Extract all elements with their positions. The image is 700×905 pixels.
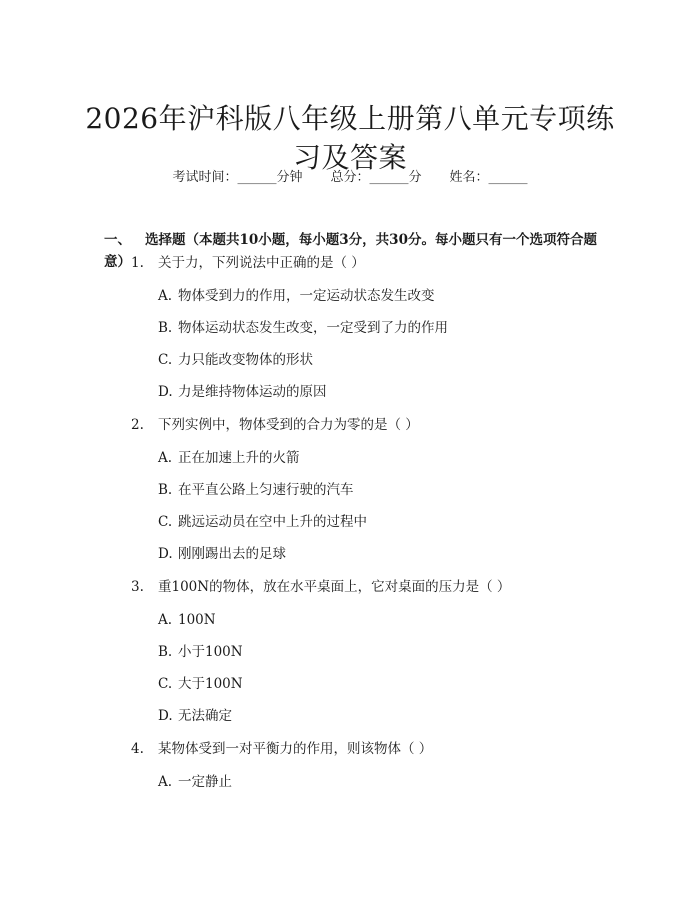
option-text: 跳远运动员在空中上升的过程中	[178, 514, 367, 530]
option-letter: D.	[158, 708, 173, 724]
question-1-option-d	[158, 383, 327, 401]
question-3-option-c	[158, 675, 243, 693]
question-number: 1.	[131, 255, 144, 271]
option-letter: B.	[158, 320, 173, 336]
question-number: 3.	[131, 579, 144, 595]
total-score-blank: ______	[369, 170, 409, 185]
option-letter: D.	[158, 546, 173, 562]
question-1-stem	[131, 254, 365, 272]
option-text: 力是维持物体运动的原因	[178, 384, 327, 400]
exam-time-label: 考试时间：	[172, 170, 238, 185]
total-score-field	[330, 170, 421, 185]
question-1-option-a	[158, 287, 435, 305]
option-letter: A.	[158, 774, 173, 790]
question-text: 关于力，下列说法中正确的是（ ）	[158, 255, 365, 271]
question-3-stem	[131, 578, 510, 596]
option-letter: B.	[158, 482, 173, 498]
question-text: 下列实例中，物体受到的合力为零的是（ ）	[158, 417, 419, 433]
option-text: 大于100N	[178, 676, 243, 692]
question-number: 4.	[131, 741, 144, 757]
option-text: 小于100N	[178, 644, 243, 660]
total-score-unit: 分	[408, 170, 422, 185]
student-name-label: 姓名：	[449, 170, 489, 185]
question-2-option-d	[158, 545, 286, 563]
option-text: 物体受到力的作用，一定运动状态发生改变	[178, 288, 435, 304]
option-letter: B.	[158, 644, 173, 660]
option-text: 无法确定	[178, 708, 232, 724]
option-letter: A.	[158, 612, 173, 628]
section-instructions: 选择题（本题共10小题，每小题3分，共30分。每小题只有一个选项符合题意）	[104, 232, 597, 270]
option-text: 正在加速上升的火箭	[178, 450, 300, 466]
question-number: 2.	[131, 417, 144, 433]
question-3-option-a	[158, 611, 216, 629]
exam-time-field	[172, 170, 302, 185]
option-letter: D.	[158, 384, 173, 400]
question-2-option-b	[158, 481, 354, 499]
option-letter: A.	[158, 450, 173, 466]
option-text: 100N	[178, 612, 216, 628]
student-name-field	[450, 170, 528, 185]
question-2-option-c	[158, 513, 367, 531]
option-text: 一定静止	[178, 774, 232, 790]
exam-info-line	[0, 169, 700, 187]
question-3-option-d	[158, 707, 232, 725]
question-4-option-a	[158, 773, 232, 791]
question-1-option-c	[158, 351, 313, 369]
question-4-stem	[131, 740, 432, 758]
option-text: 力只能改变物体的形状	[178, 352, 313, 368]
question-1-option-b	[158, 319, 448, 337]
total-score-label: 总分：	[330, 170, 370, 185]
exam-time-blank: ______	[237, 170, 277, 185]
section-number: 一、	[104, 232, 131, 248]
option-letter: A.	[158, 288, 173, 304]
document-title: 2026年沪科版八年级上册第八单元专项练习及答案	[85, 101, 615, 174]
question-3-option-b	[158, 643, 243, 661]
option-text: 物体运动状态发生改变，一定受到了力的作用	[178, 320, 448, 336]
question-text: 某物体受到一对平衡力的作用，则该物体（ ）	[158, 741, 433, 757]
option-letter: C.	[158, 676, 173, 692]
question-2-option-a	[158, 449, 300, 467]
student-name-blank: ______	[488, 170, 528, 185]
question-text: 重100N的物体，放在水平桌面上，它对桌面的压力是（ ）	[158, 579, 511, 595]
option-text: 刚刚踢出去的足球	[178, 546, 286, 562]
option-text: 在平直公路上匀速行驶的汽车	[178, 482, 354, 498]
option-letter: C.	[158, 352, 173, 368]
option-letter: C.	[158, 514, 173, 530]
question-2-stem	[131, 416, 419, 434]
exam-time-unit: 分钟	[276, 170, 303, 185]
